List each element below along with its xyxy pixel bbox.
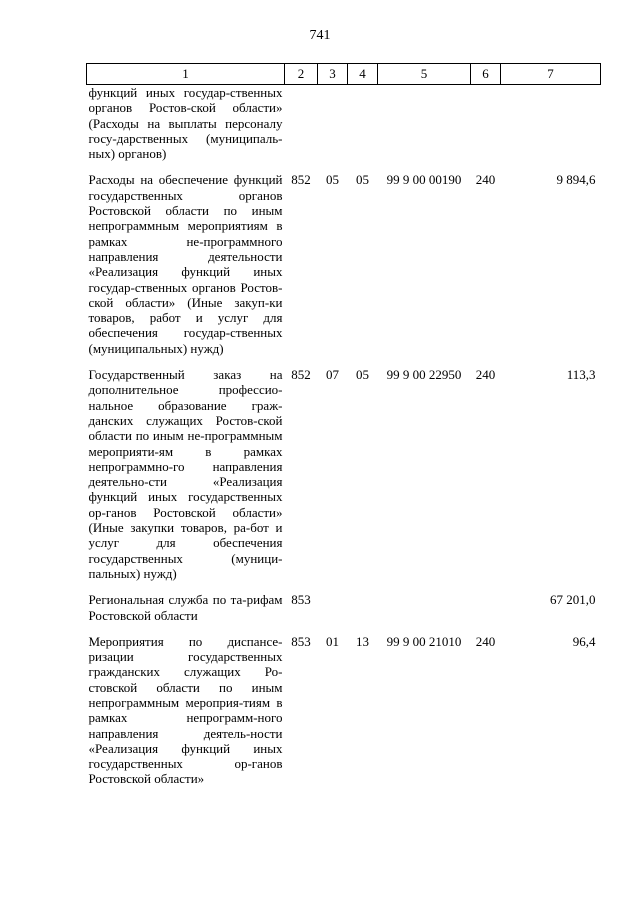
cell-code-2: 853 bbox=[291, 633, 311, 649]
cell-code-4: 13 bbox=[356, 633, 369, 649]
cell-code-6 bbox=[471, 592, 501, 634]
cell-code-2: 853 bbox=[291, 592, 311, 608]
column-header: 2 bbox=[285, 64, 318, 85]
table-row bbox=[87, 634, 601, 798]
cell-code-5: 99 9 00 22950 bbox=[386, 367, 462, 383]
cell-code-6: 240 bbox=[475, 633, 496, 649]
cell-code-3: 01 bbox=[326, 633, 339, 649]
column-header: 1 bbox=[87, 64, 285, 85]
row-name: Государственный заказ на дополнительное профессио-нальное образование граж-данских служащих Ростов-ской области по иным не-программным мероприяти-ям в рамках непрограммно-го направления деятельно-сти «Реализация функций иных государственных ор-ганов Ростовской области» (Иные закупки товаров, ра-бот и услуг для обеспечения государственных (муници-пальных) нужд) bbox=[88, 367, 283, 581]
table-row bbox=[87, 592, 601, 634]
cell-code-4 bbox=[348, 85, 378, 173]
cell-code-5 bbox=[378, 592, 471, 634]
row-name: Мероприятия по диспансе-ризации государственных гражданских служащих Ро-стовской области по иным непрограммным мероприя-тиям в рамках непрограмм-ного направления деятель-ности «Реализация функций иных государственных ор-ганов Ростовской области» bbox=[88, 633, 283, 787]
cell-code-4: 05 bbox=[356, 172, 369, 188]
cell-amount: 113,3 bbox=[566, 367, 596, 383]
column-header: 4 bbox=[348, 64, 378, 85]
column-header: 7 bbox=[501, 64, 601, 85]
table-row bbox=[87, 172, 601, 367]
cell-amount: 9 894,6 bbox=[556, 172, 596, 188]
cell-code-3 bbox=[318, 85, 348, 173]
cell-amount bbox=[501, 85, 601, 173]
cell-code-6: 240 bbox=[475, 172, 496, 188]
cell-code-4: 05 bbox=[356, 367, 369, 383]
column-header: 5 bbox=[378, 64, 471, 85]
cell-code-3: 05 bbox=[326, 172, 339, 188]
row-name: Региональная служба по та-рифам Ростовской области bbox=[88, 592, 283, 623]
cell-code-5: 99 9 00 00190 bbox=[386, 172, 462, 188]
table-row bbox=[87, 367, 601, 592]
table-row bbox=[87, 85, 601, 173]
row-name: функций иных государ-ственных органов Ростов-ской области» (Расходы на выплаты персоналу госу-дарственных (муниципаль-ных) органов) bbox=[88, 85, 283, 162]
column-header: 6 bbox=[471, 64, 501, 85]
cell-code-6: 240 bbox=[475, 367, 496, 383]
cell-code-3: 07 bbox=[326, 367, 339, 383]
cell-code-5: 99 9 00 21010 bbox=[386, 633, 462, 649]
table-header bbox=[87, 64, 601, 85]
column-header: 3 bbox=[318, 64, 348, 85]
cell-code-2 bbox=[285, 85, 318, 173]
cell-amount: 96,4 bbox=[572, 633, 596, 649]
row-name: Расходы на обеспечение функций государственных органов Ростовской области по иным непрограммным мероприятиям в рамках не-программного направления деятельности «Реализация функций иных государ-ственных органов Ростов-ской области» (Иные закуп-ки товаров, работ и услуг для обеспечения государ-ственных (муниципальных) нужд) bbox=[88, 172, 283, 356]
cell-code-2: 852 bbox=[291, 367, 311, 383]
cell-code-3 bbox=[318, 592, 348, 634]
page-number: 741 bbox=[309, 28, 331, 43]
cell-amount: 67 201,0 bbox=[550, 592, 596, 608]
cell-code-5 bbox=[378, 85, 471, 173]
budget-table bbox=[86, 63, 601, 798]
cell-code-4 bbox=[348, 592, 378, 634]
cell-code-6 bbox=[471, 85, 501, 173]
cell-code-2: 852 bbox=[291, 172, 311, 188]
